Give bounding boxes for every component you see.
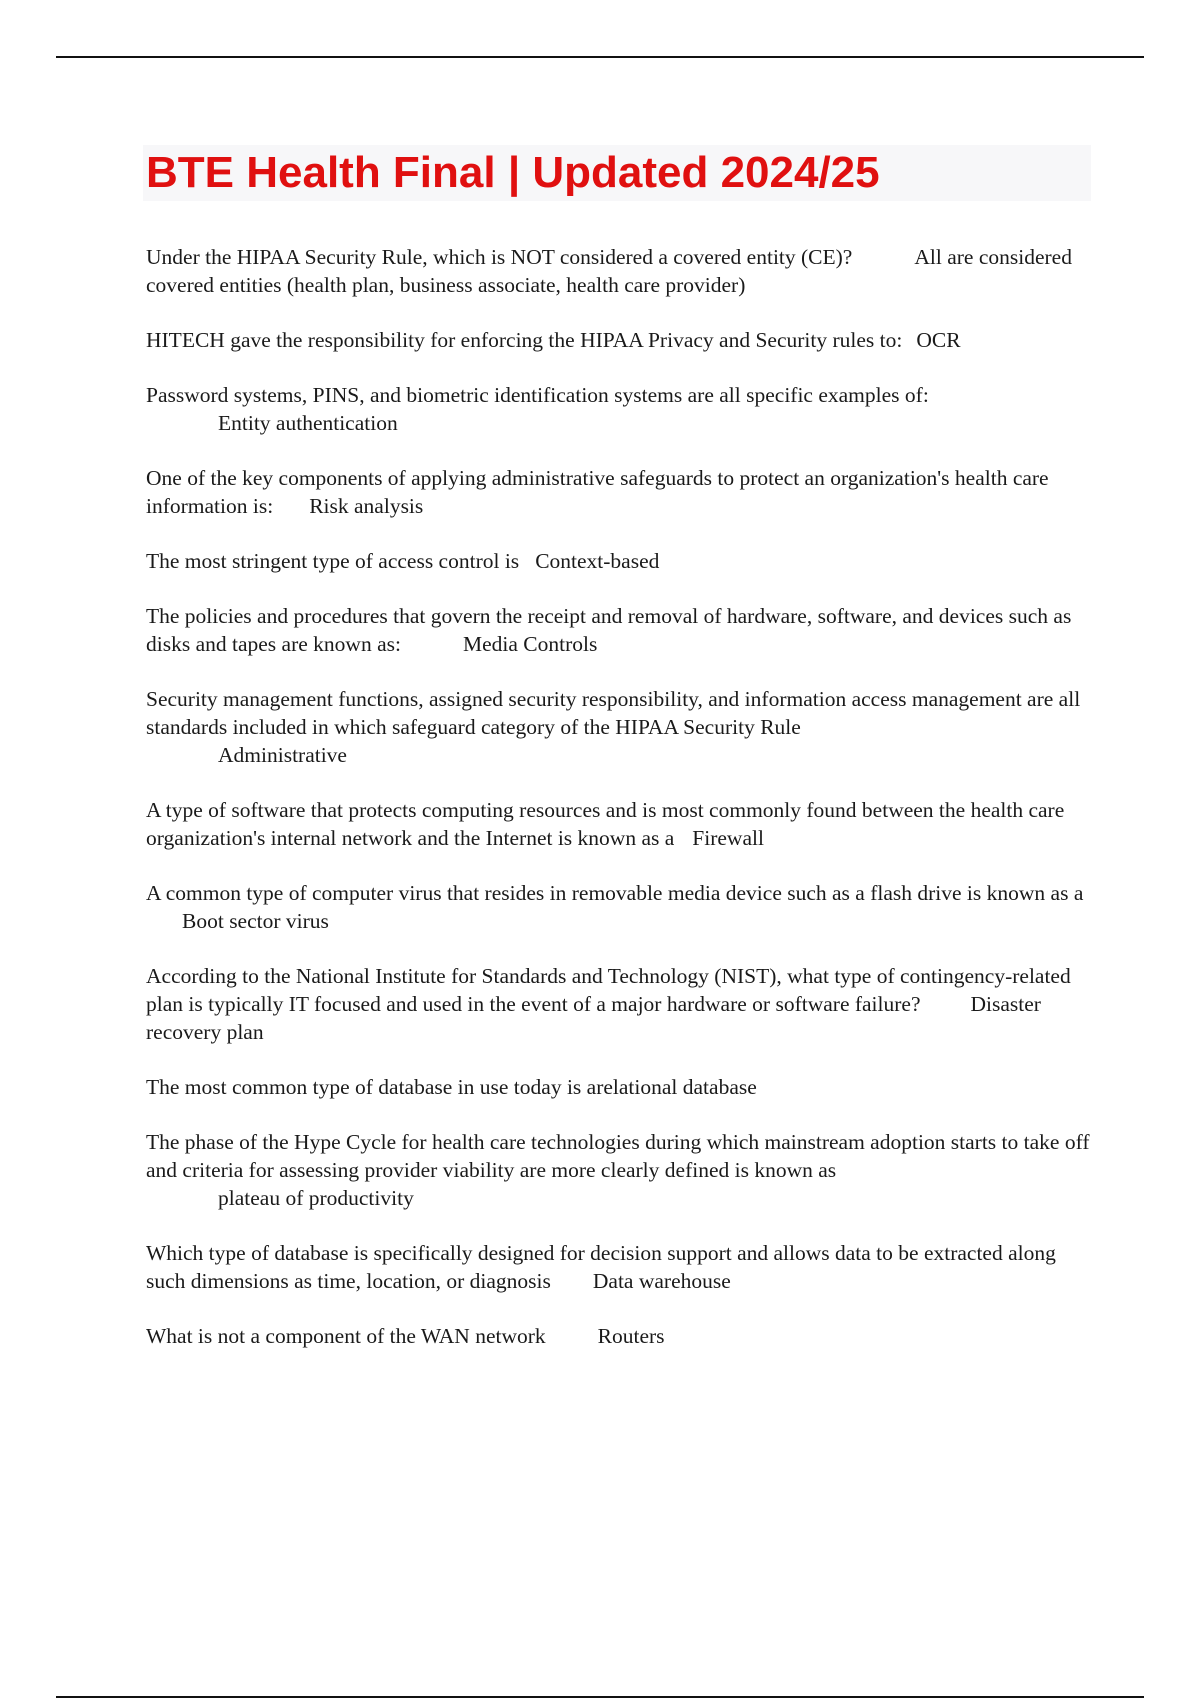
question-text: A type of software that protects computing resources and is most commonly found between the health care organization's internal network and the Internet is known as a bbox=[146, 798, 1065, 850]
answer-text: relational database bbox=[596, 1075, 757, 1099]
qa-list bbox=[146, 243, 1094, 1377]
qa-item bbox=[146, 547, 1094, 575]
top-rule bbox=[56, 56, 1144, 58]
answer-text: Routers bbox=[597, 1324, 665, 1348]
qa-item bbox=[146, 962, 1094, 1046]
qa-item bbox=[146, 1322, 1094, 1350]
answer-text: OCR bbox=[916, 328, 961, 352]
answer-text: Context-based bbox=[535, 549, 660, 573]
question-text: HITECH gave the responsibility for enforcing the HIPAA Privacy and Security rules to: bbox=[146, 328, 903, 352]
qa-item bbox=[146, 685, 1094, 769]
answer-text: Risk analysis bbox=[309, 494, 424, 518]
question-text: Security management functions, assigned security responsibility, and information access management are all standards included in which safeguard category of the HIPAA Security Rule bbox=[146, 687, 1081, 739]
question-text: One of the key components of applying administrative safeguards to protect an organization's health care information is: bbox=[146, 466, 1049, 518]
answer-text: Entity authentication bbox=[218, 411, 398, 435]
answer-text: Media Controls bbox=[462, 632, 598, 656]
question-text: Under the HIPAA Security Rule, which is NOT considered a covered entity (CE)? bbox=[146, 245, 853, 269]
answer-text: Data warehouse bbox=[592, 1269, 731, 1293]
qa-item bbox=[146, 602, 1094, 658]
question-text: What is not a component of the WAN network bbox=[146, 1324, 546, 1348]
qa-item bbox=[146, 879, 1094, 935]
qa-item bbox=[146, 1128, 1094, 1212]
question-text: The policies and procedures that govern the receipt and removal of hardware, software, and devices such as disks and tapes are known as: bbox=[146, 604, 1072, 656]
qa-item bbox=[146, 1239, 1094, 1295]
qa-item bbox=[146, 243, 1094, 299]
question-text: Which type of database is specifically designed for decision support and allows data to be extracted along such dimensions as time, location, or diagnosis bbox=[146, 1241, 1056, 1293]
qa-item bbox=[146, 464, 1094, 520]
answer-text: All are considered covered entities (health plan, business associate, health care provider) bbox=[146, 245, 1072, 297]
qa-item bbox=[146, 796, 1094, 852]
document-title: BTE Health Final | Updated 2024/25 bbox=[146, 148, 880, 197]
question-text: A common type of computer virus that resides in removable media device such as a flash drive is known as a bbox=[146, 881, 1084, 905]
answer-text: Disaster recovery plan bbox=[146, 992, 1041, 1044]
question-text: The most common type of database in use today is a bbox=[146, 1075, 597, 1099]
answer-text: plateau of productivity bbox=[218, 1186, 414, 1210]
qa-item bbox=[146, 326, 1094, 354]
question-text: Password systems, PINS, and biometric identification systems are all specific examples of: bbox=[146, 383, 929, 407]
question-text: The phase of the Hype Cycle for health care technologies during which mainstream adoption starts to take off and criteria for assessing provider viability are more clearly defined is known as bbox=[146, 1130, 1090, 1182]
answer-text: Administrative bbox=[218, 743, 347, 767]
question-text: According to the National Institute for Standards and Technology (NIST), what type of contingency-related plan is typically IT focused and used in the event of a major hardware or software failure? bbox=[146, 964, 1071, 1016]
bottom-rule bbox=[56, 1696, 1144, 1698]
question-text: The most stringent type of access control is bbox=[146, 549, 520, 573]
answer-text: Boot sector virus bbox=[182, 909, 329, 933]
answer-text: Firewall bbox=[692, 826, 764, 850]
qa-item bbox=[146, 381, 1094, 437]
qa-item bbox=[146, 1073, 1094, 1101]
